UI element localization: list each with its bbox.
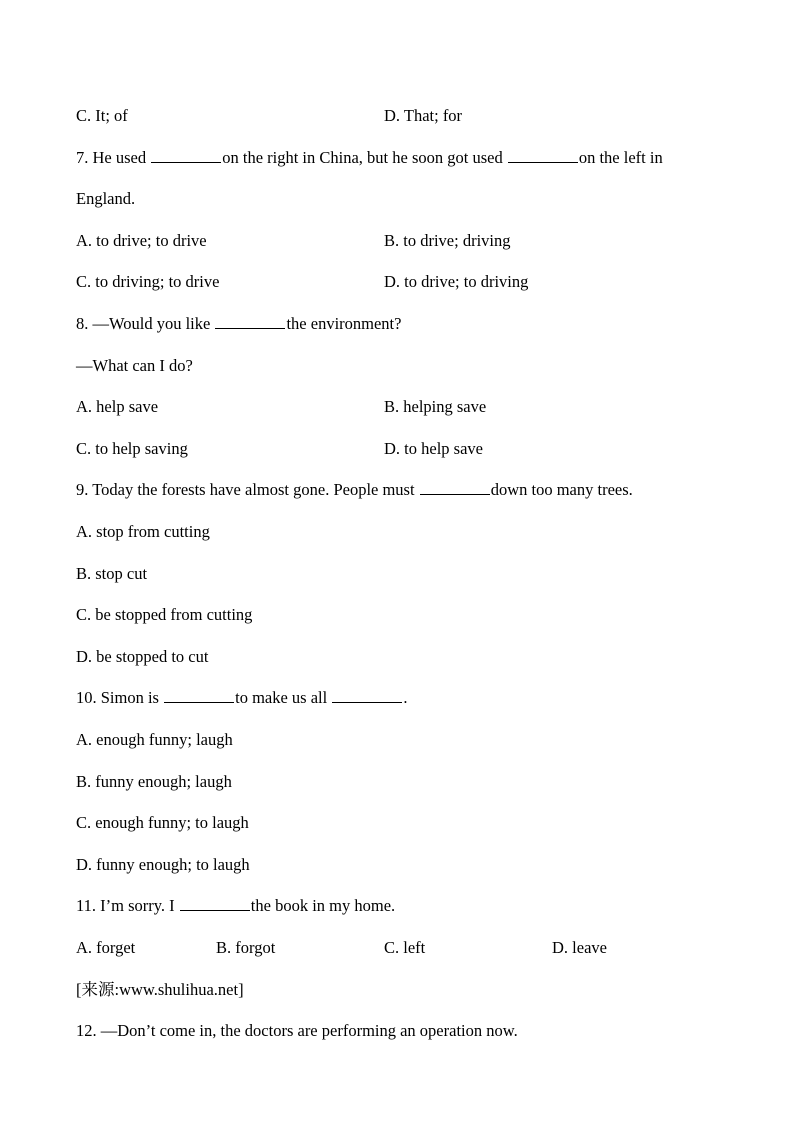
- q7-stem: [76, 148, 663, 168]
- q7-stem-part-2: on the right in China, but he soon got used: [222, 148, 503, 167]
- q8-option-d: D. to help save: [384, 439, 483, 458]
- source-note: [来源:www.shulihua.net]: [76, 980, 244, 999]
- q6-option-d: D. That; for: [384, 106, 463, 125]
- q11-blank: [180, 896, 250, 911]
- q10-stem-part-3: .: [403, 688, 408, 707]
- q10-stem: [76, 688, 407, 708]
- q7-stem-part-1: 7. He used: [76, 148, 147, 167]
- q7-stem-continued: England.: [76, 189, 136, 208]
- q7-option-d: D. to drive; to driving: [384, 272, 529, 291]
- q7-blank-2: [508, 148, 578, 163]
- q7-option-b: B. to drive; driving: [384, 231, 511, 250]
- q11-stem-part-1: 11. I’m sorry. I: [76, 896, 175, 915]
- q9-stem: [76, 480, 633, 500]
- q11-option-a: A. forget: [76, 938, 136, 957]
- q9-option-b: B. stop cut: [76, 564, 148, 583]
- q6-option-c: C. It; of: [76, 106, 128, 125]
- q7-stem-part-3: on the left in: [578, 148, 663, 167]
- q9-stem-part-1: 9. Today the forests have almost gone. People must: [76, 480, 415, 499]
- q8-option-a: A. help save: [76, 397, 159, 416]
- q10-blank-1: [164, 688, 234, 703]
- q8-blank: [215, 314, 285, 329]
- q10-option-d: D. funny enough; to laugh: [76, 855, 250, 874]
- q10-option-a: A. enough funny; laugh: [76, 730, 233, 749]
- q8-stem-part-2: the environment?: [286, 314, 402, 333]
- q9-option-c: C. be stopped from cutting: [76, 605, 253, 624]
- q12-stem: 12. —Don’t come in, the doctors are performing an operation now.: [76, 1021, 518, 1040]
- q8-stem: [76, 314, 401, 334]
- q11-option-d: D. leave: [552, 938, 607, 957]
- q8-stem-part-1: 8. —Would you like: [76, 314, 211, 333]
- q8-option-b: B. helping save: [384, 397, 487, 416]
- q10-stem-part-1: 10. Simon is: [76, 688, 159, 707]
- q10-stem-part-2: to make us all: [235, 688, 328, 707]
- q11-option-c: C. left: [384, 938, 426, 957]
- q7-blank-1: [151, 148, 221, 163]
- q11-stem-part-2: the book in my home.: [250, 896, 396, 915]
- q11-stem: [76, 896, 395, 916]
- q10-option-c: C. enough funny; to laugh: [76, 813, 249, 832]
- q9-stem-part-2: down too many trees.: [490, 480, 633, 499]
- q7-option-a: A. to drive; to drive: [76, 231, 207, 250]
- q9-blank: [420, 480, 490, 495]
- q7-option-c: C. to driving; to drive: [76, 272, 220, 291]
- q10-blank-2: [332, 688, 402, 703]
- q9-option-d: D. be stopped to cut: [76, 647, 209, 666]
- q10-option-b: B. funny enough; laugh: [76, 772, 232, 791]
- q8-option-c: C. to help saving: [76, 439, 188, 458]
- q9-option-a: A. stop from cutting: [76, 522, 210, 541]
- q11-option-b: B. forgot: [216, 938, 276, 957]
- q8-reply: —What can I do?: [76, 356, 193, 375]
